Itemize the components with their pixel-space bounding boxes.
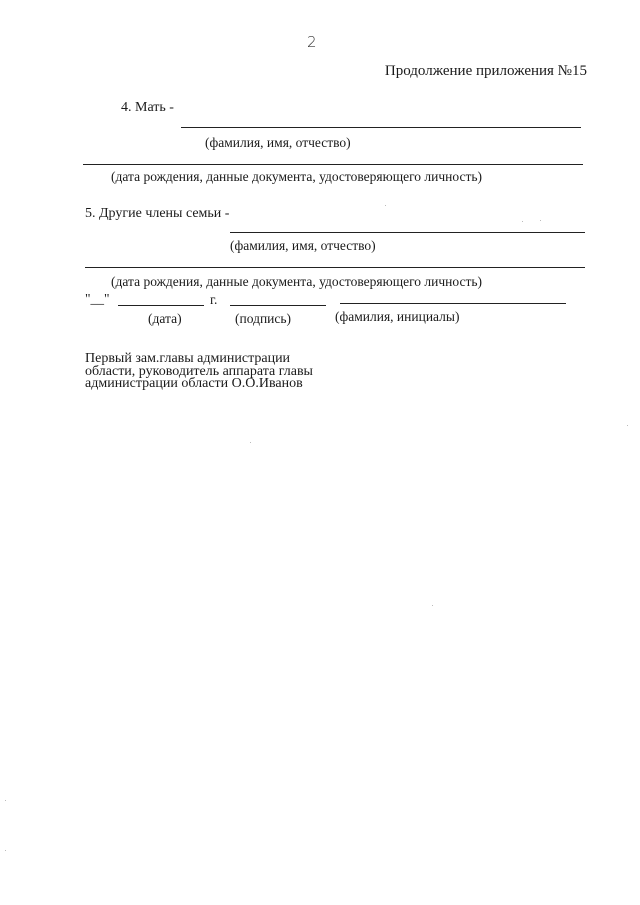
scan-speck xyxy=(5,800,6,801)
date-day-blank: "__" xyxy=(85,291,110,306)
scan-speck xyxy=(540,220,541,221)
date-year-suffix: г. xyxy=(210,292,218,307)
mother-details-caption: (дата рождения, данные документа, удостоверяющего личность) xyxy=(111,169,483,184)
scan-speck xyxy=(5,850,6,851)
signatory-line-1: Первый зам.главы администрации xyxy=(85,351,291,366)
signatory-line-2: области, руководитель аппарата главы xyxy=(85,364,313,379)
mother-name-caption: (фамилия, имя, отчество) xyxy=(205,135,351,150)
page-number: 2 xyxy=(307,33,317,51)
other-family-details-caption: (дата рождения, данные документа, удостоверяющего личность) xyxy=(111,274,483,289)
date-caption: (дата) xyxy=(148,311,182,326)
other-family-name-line xyxy=(230,232,585,233)
mother-label: 4. Мать - xyxy=(121,100,174,115)
scan-speck xyxy=(250,442,251,443)
mother-details-line xyxy=(83,164,583,165)
initials-line xyxy=(340,303,566,304)
scan-speck xyxy=(522,221,523,222)
signatory-line-3: администрации области О.О.Иванов xyxy=(85,376,303,391)
scan-speck xyxy=(432,605,433,606)
date-month-line xyxy=(118,305,204,306)
signature-line xyxy=(230,305,326,306)
mother-name-line xyxy=(181,127,581,128)
scan-speck xyxy=(627,425,628,426)
other-family-details-line xyxy=(85,267,585,268)
scan-speck xyxy=(385,205,386,206)
initials-caption: (фамилия, инициалы) xyxy=(335,309,460,324)
signature-caption: (подпись) xyxy=(235,311,292,326)
other-family-label: 5. Другие члены семьи - xyxy=(85,206,230,221)
other-family-name-caption: (фамилия, имя, отчество) xyxy=(230,238,376,253)
continuation-header: Продолжение приложения №15 xyxy=(384,63,587,79)
